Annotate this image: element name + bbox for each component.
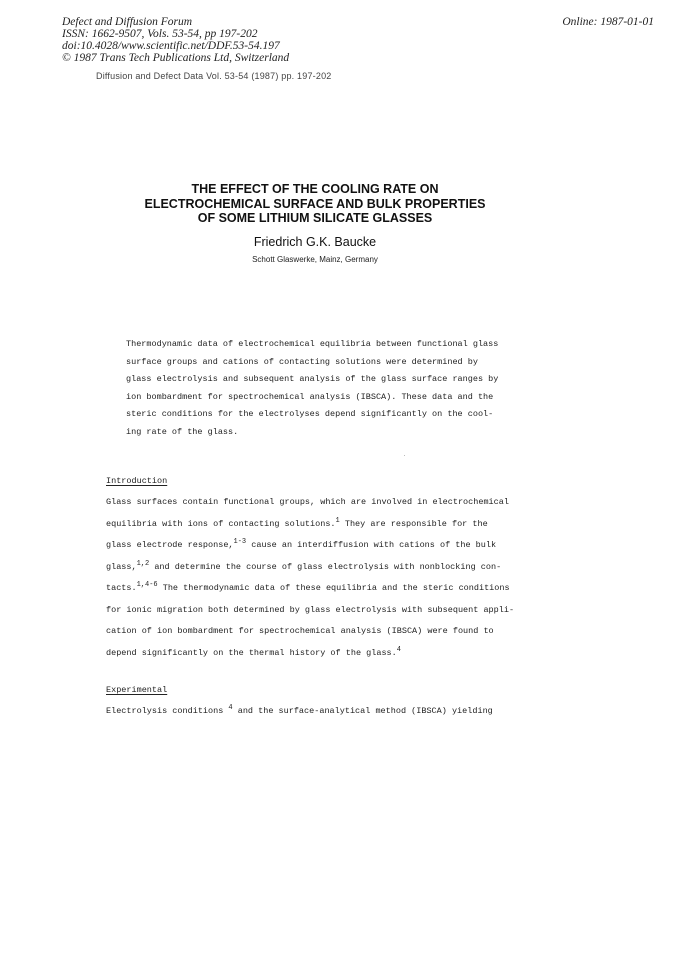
section-heading-introduction: Introduction (106, 476, 168, 486)
title-line-2: ELECTROCHEMICAL SURFACE AND BULK PROPERTIES (144, 196, 486, 211)
abstract (126, 336, 498, 441)
cropped-running-head: Diffusion and Defect Data Vol. 53-54 (1987) pp. 197-202 (96, 71, 332, 81)
body-line: Glass surfaces contain functional groups, which are involved in electrochemical (106, 497, 509, 507)
abstract-line: ion bombardment for spectrochemical analysis (IBSCA). These data and the (126, 391, 494, 402)
online-date: Online: 1987-01-01 (562, 16, 654, 28)
citation-ref: 1 (335, 516, 340, 525)
body-line: equilibria with ions of contacting solutions.$^1$ They are responsible for the (106, 516, 488, 529)
body-line: Electrolysis conditions $^4$ and the surface-analytical method (IBSCA) yielding (106, 704, 493, 716)
journal-name: Defect and Diffusion Forum (62, 16, 192, 28)
abstract-line: glass electrolysis and subsequent analysis of the glass surface ranges by (126, 374, 499, 384)
experimental-body (106, 701, 493, 723)
introduction-body (106, 492, 514, 664)
title-line-3: OF SOME LITHIUM SILICATE GLASSES (197, 211, 433, 225)
copyright-line: © 1987 Trans Tech Publications Ltd, Switzerland (62, 52, 290, 64)
title-line-1: THE EFFECT OF THE COOLING RATE ON (191, 182, 439, 196)
abstract-line: surface groups and cations of contacting solutions were determined by (126, 356, 478, 367)
body-line: tacts.$^{1,4-6}$ The thermodynamic data of these equilibria and the steric conditions (106, 581, 510, 593)
scan-speck (404, 455, 405, 456)
citation-ref: 4 (228, 704, 233, 712)
body-line: cation of ion bombardment for spectrochemical analysis (IBSCA) were found to (106, 626, 494, 636)
author-affiliation: Schott Glaswerke, Mainz, Germany (252, 255, 378, 264)
abstract-line: Thermodynamic data of electrochemical equilibria between functional glass (126, 339, 499, 349)
body-line: glass,$^{1,2}$ and determine the course of glass electrolysis with nonblocking con- (106, 559, 502, 572)
abstract-line: ing rate of the glass. (126, 426, 239, 437)
citation-ref: 1,4-6 (136, 581, 158, 589)
citation-ref: 1-3 (233, 538, 247, 546)
abstract-line: steric conditions for the electrolyses depend significantly on the cool- (126, 409, 494, 419)
section-heading-experimental: Experimental (106, 685, 168, 695)
citation-ref: 1,2 (136, 559, 150, 568)
body-line: glass electrode response,$^{1-3}$ cause an interdiffusion with cations of the bulk (106, 538, 497, 550)
doi-line[interactable]: doi:10.4028/www.scientific.net/DDF.53-54.197 (62, 40, 280, 52)
paper-title (0, 182, 630, 226)
body-line: depend significantly on the thermal history of the glass.$^4$ (106, 645, 401, 658)
author-name: Friedrich G.K. Baucke (253, 235, 377, 249)
issn-line: ISSN: 1662-9507, Vols. 53-54, pp 197-202 (62, 28, 258, 40)
citation-header (62, 16, 289, 64)
body-line: for ionic migration both determined by glass electrolysis with subsequent appli- (106, 604, 515, 615)
citation-ref: 4 (396, 645, 401, 654)
